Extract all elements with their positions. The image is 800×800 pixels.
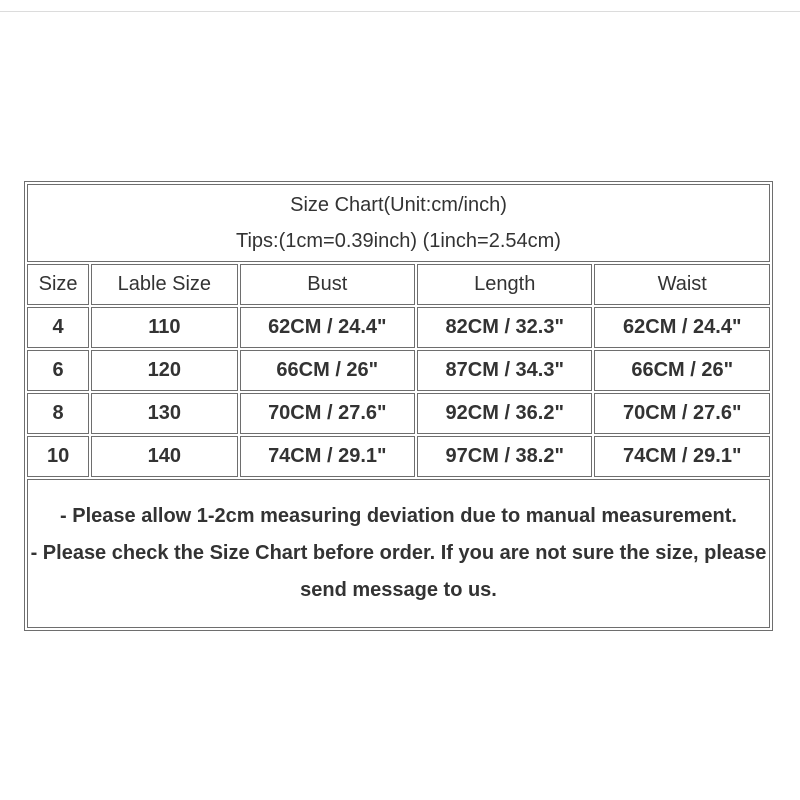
cell-size: 6 — [27, 350, 89, 391]
table-row — [27, 307, 770, 348]
cell-bust: 66CM / 26" — [240, 350, 415, 391]
cell-waist: 70CM / 27.6" — [594, 393, 770, 434]
cell-waist: 74CM / 29.1" — [594, 436, 770, 477]
top-bar — [0, 0, 800, 12]
size-chart-title: Size Chart(Unit:cm/inch) — [290, 194, 507, 216]
table-row — [27, 393, 770, 434]
note-measuring-deviation: - Please allow 1-2cm measuring deviation due to manual measurement. — [60, 505, 737, 527]
column-header-bust: Bust — [240, 264, 415, 305]
cell-label-size: 110 — [91, 307, 237, 348]
cell-label-size: 120 — [91, 350, 237, 391]
cell-size: 8 — [27, 393, 89, 434]
cell-bust: 62CM / 24.4" — [240, 307, 415, 348]
cell-label-size: 130 — [91, 393, 237, 434]
cell-label-size: 140 — [91, 436, 237, 477]
size-chart-table — [24, 181, 773, 631]
cell-size: 4 — [27, 307, 89, 348]
column-header-label-size: Lable Size — [91, 264, 237, 305]
cell-bust: 74CM / 29.1" — [240, 436, 415, 477]
cell-waist: 66CM / 26" — [594, 350, 770, 391]
cell-length: 82CM / 32.3" — [417, 307, 592, 348]
size-chart-title-cell — [27, 184, 770, 262]
size-chart-notes-cell — [27, 479, 770, 628]
cell-length: 97CM / 38.2" — [417, 436, 592, 477]
cell-length: 92CM / 36.2" — [417, 393, 592, 434]
size-chart-tips: Tips:(1cm=0.39inch) (1inch=2.54cm) — [236, 230, 561, 252]
cell-waist: 62CM / 24.4" — [594, 307, 770, 348]
table-row — [27, 436, 770, 477]
column-header-length: Length — [417, 264, 592, 305]
column-header-size: Size — [27, 264, 89, 305]
table-header-row — [27, 264, 770, 305]
cell-size: 10 — [27, 436, 89, 477]
note-check-size-chart: - Please check the Size Chart before order. If you are not sure the size, please send message to us. — [30, 542, 767, 601]
table-row — [27, 350, 770, 391]
column-header-waist: Waist — [594, 264, 770, 305]
cell-length: 87CM / 34.3" — [417, 350, 592, 391]
cell-bust: 70CM / 27.6" — [240, 393, 415, 434]
